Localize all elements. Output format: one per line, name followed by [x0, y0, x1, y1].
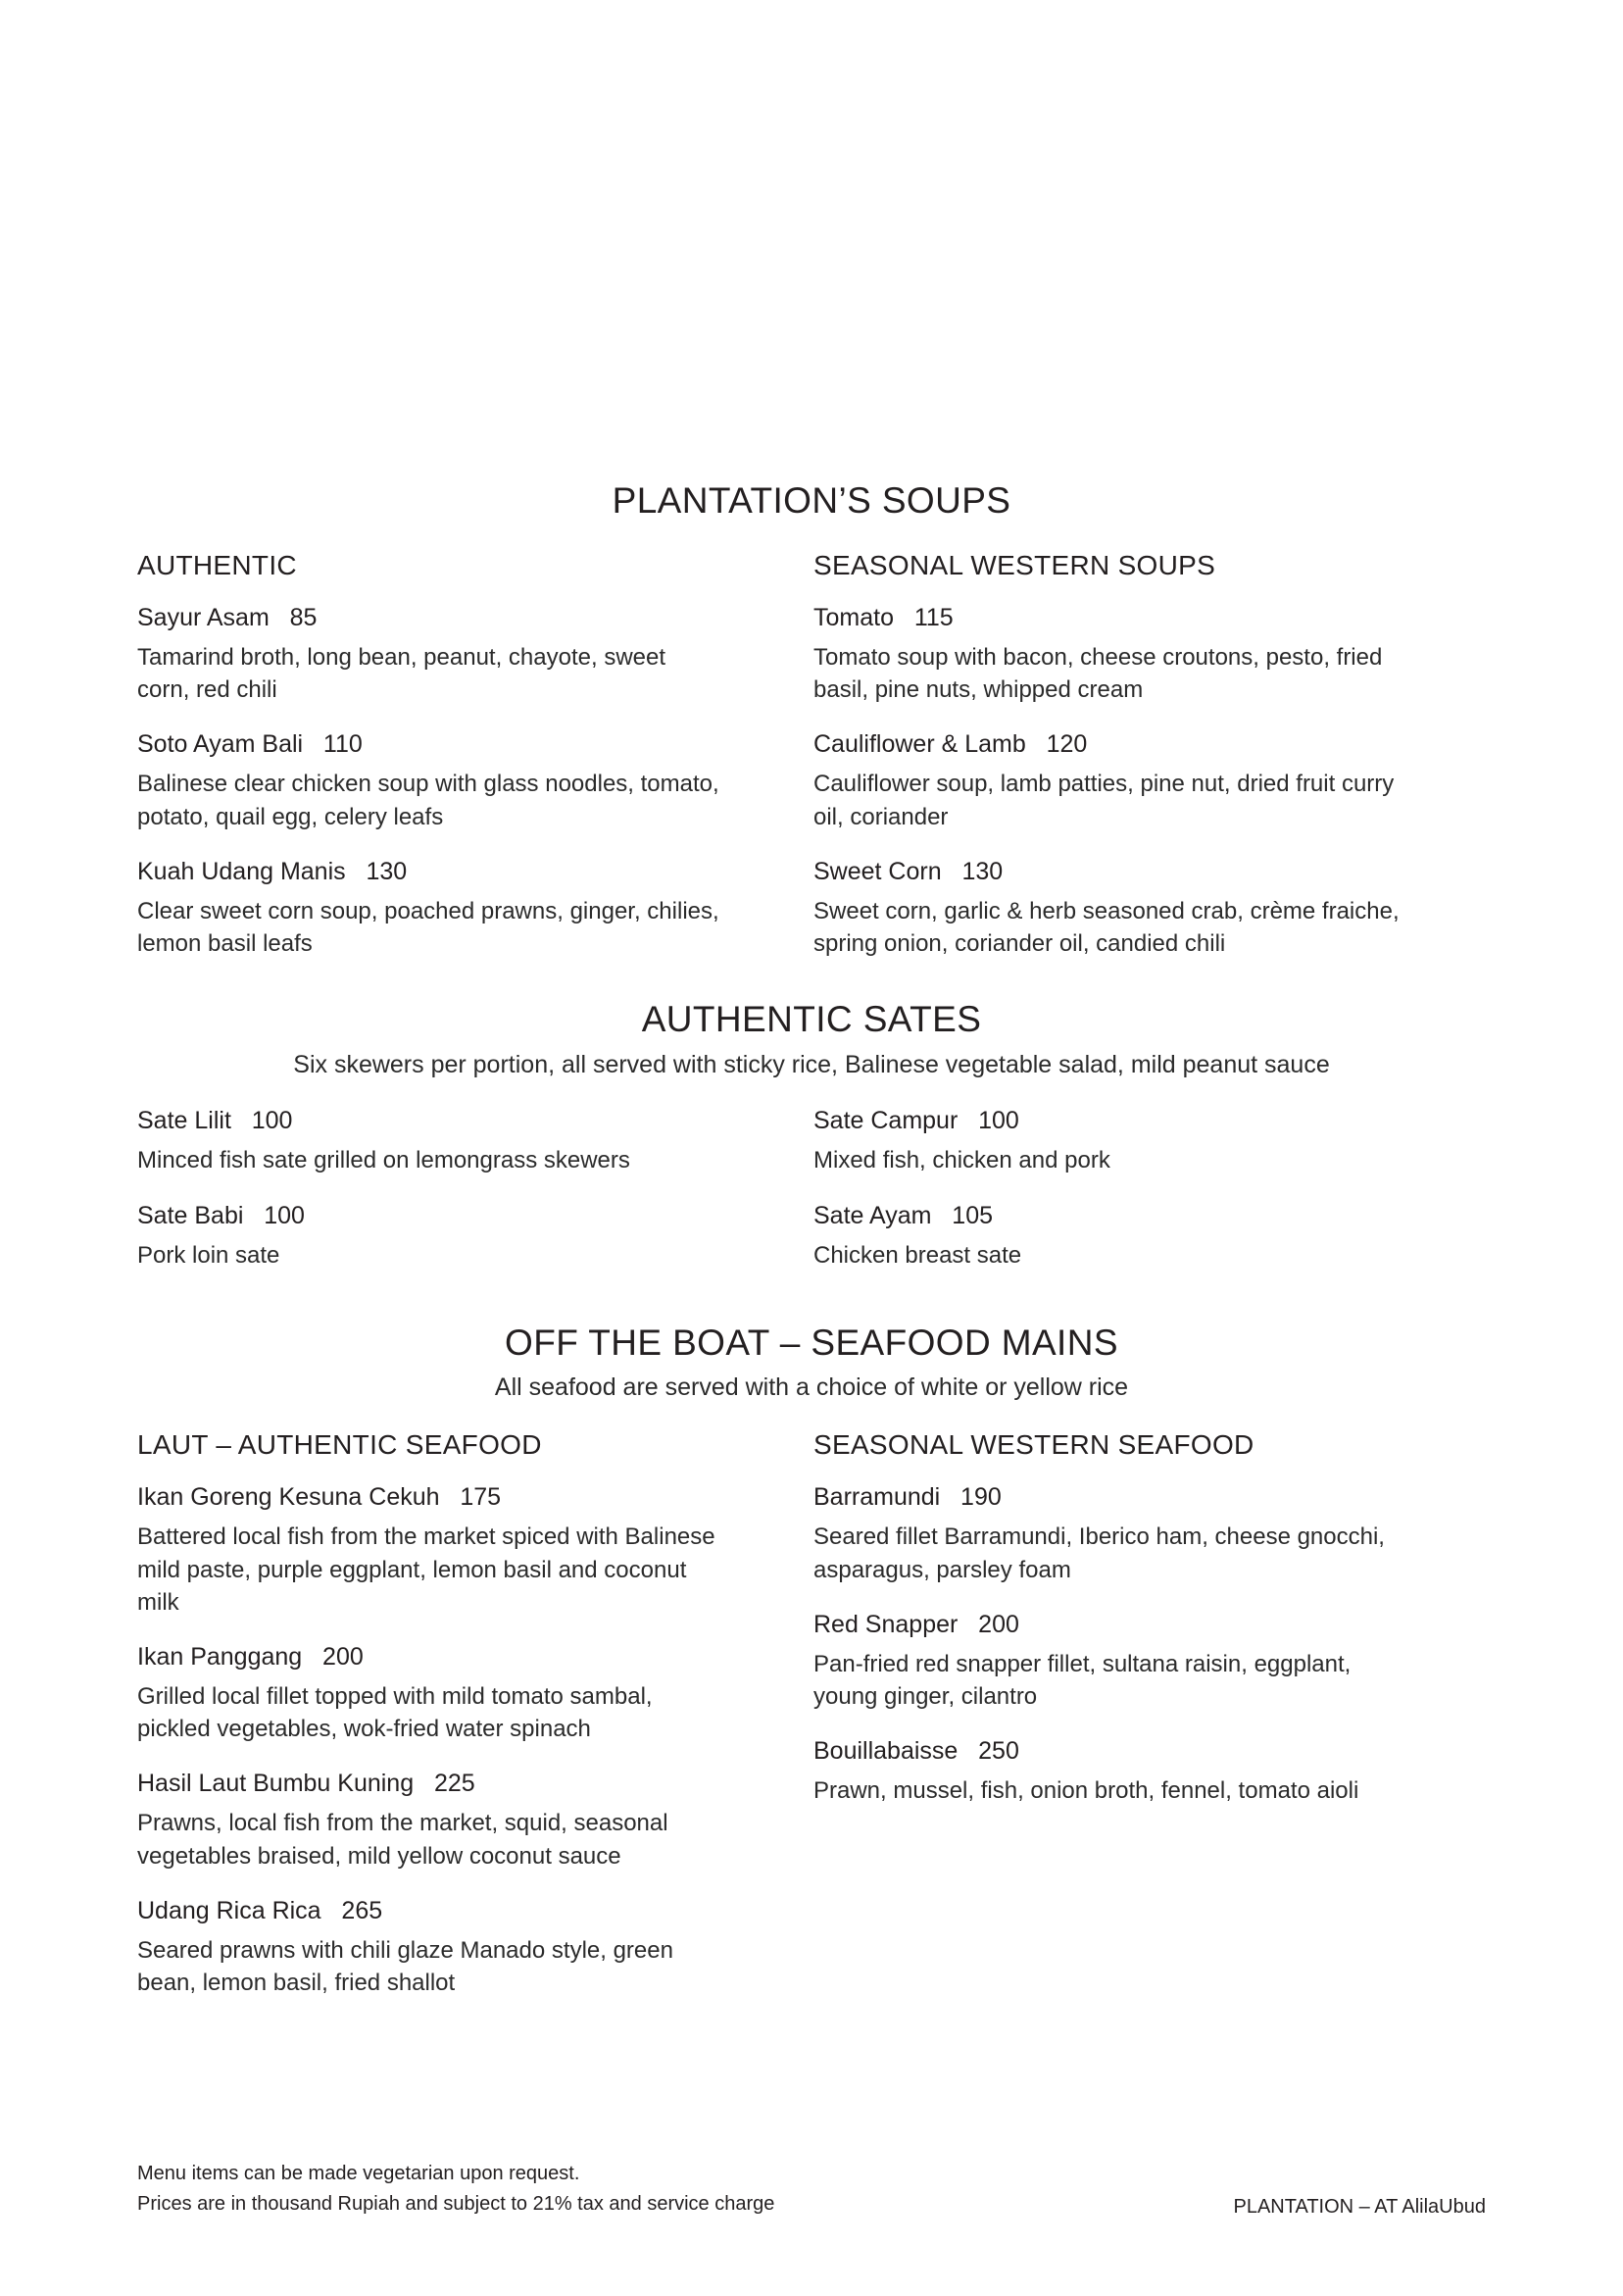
menu-item-name: Sweet Corn 130	[813, 857, 1004, 885]
menu-item-description: Balinese clear chicken soup with glass noodles, tomato, potato, quail egg, celery leafs	[137, 771, 719, 830]
menu-item-description: Chicken breast sate	[813, 1241, 1022, 1269]
sates-columns	[137, 1106, 1486, 1272]
seafood-columns	[137, 1429, 1486, 1999]
menu-item-description: Seared fillet Barramundi, Iberico ham, cheese gnocchi, asparagus, parsley foam	[813, 1523, 1385, 1583]
menu-item-description: Grilled local fillet topped with mild tomato sambal, pickled vegetables, wok-fried water spinach	[137, 1682, 653, 1743]
spacer	[137, 1404, 1486, 1429]
menu-item-description: Prawns, local fish from the market, squid, seasonal vegetables braised, mild yellow coconut sauce	[137, 1810, 668, 1870]
column-sates-right	[812, 1106, 1486, 1272]
menu-item	[813, 1610, 1486, 1713]
menu-item-name: Soto Ayam Bali 110	[137, 730, 363, 759]
menu-item-name: Udang Rica Rica 265	[137, 1896, 383, 1924]
menu-item-name: Bouillabaisse 250	[813, 1737, 1019, 1766]
column-seasonal-western-seafood	[812, 1429, 1486, 1807]
menu-item-name: Ikan Panggang 200	[137, 1642, 364, 1671]
menu-item	[137, 1201, 723, 1272]
menu-item	[137, 603, 723, 706]
menu-item-description: Minced fish sate grilled on lemongrass skewers	[137, 1147, 630, 1174]
menu-item-description: Cauliflower soup, lamb patties, pine nut, dried fruit curry oil, coriander	[813, 771, 1395, 830]
footer-note-prices: Prices are in thousand Rupiah and subject to 21% tax and service charge	[137, 2193, 775, 2215]
menu-item	[813, 729, 1486, 832]
menu-item-name: Red Snapper 200	[813, 1610, 1019, 1638]
menu-item-name: Sate Ayam 105	[813, 1201, 993, 1229]
spacer	[137, 1272, 1486, 1323]
section-subtitle-sates: Six skewers per portion, all served with sticky rice, Balinese vegetable salad, mild peanut sauce	[293, 1050, 1330, 1078]
column-laut-authentic-seafood	[137, 1429, 812, 1999]
spacer	[137, 1080, 1486, 1106]
top-spacer	[137, 0, 1486, 480]
menu-item-name: Cauliflower & Lamb 120	[813, 730, 1088, 759]
menu-item	[137, 1896, 723, 1999]
page-footer	[137, 2159, 1486, 2220]
column-sates-left	[137, 1106, 812, 1272]
menu-item-description: Sweet corn, garlic & herb seasoned crab, crème fraiche, spring onion, coriander oil, candied chili	[813, 897, 1400, 958]
section-off-the-boat-seafood-mains	[137, 1323, 1486, 1999]
menu-item-name: Sate Lilit 100	[137, 1107, 293, 1135]
menu-item	[137, 1642, 723, 1745]
menu-item-description: Battered local fish from the market spiced with Balinese mild paste, purple eggplant, lemon basil and coconut milk	[137, 1523, 715, 1616]
menu-item	[137, 1769, 723, 1872]
spacer	[137, 523, 1486, 550]
menu-item-description: Pork loin sate	[137, 1241, 280, 1269]
section-title-soups: PLANTATION’S SOUPS	[612, 480, 1011, 521]
footer-note-vegetarian: Menu items can be made vegetarian upon request.	[137, 2163, 580, 2184]
spacer	[137, 960, 1486, 999]
soups-columns	[137, 550, 1486, 961]
section-subtitle-seafood-mains: All seafood are served with a choice of white or yellow rice	[494, 1373, 1129, 1402]
menu-item	[813, 1482, 1486, 1585]
menu-item	[137, 1482, 723, 1619]
menu-item-description: Prawn, mussel, fish, onion broth, fennel, tomato aioli	[813, 1777, 1359, 1805]
section-plantations-soups	[137, 480, 1486, 960]
column-authentic-soups	[137, 550, 812, 961]
column-heading-seasonal-western-seafood: SEASONAL WESTERN SEAFOOD	[813, 1428, 1254, 1460]
menu-item	[137, 857, 723, 960]
section-authentic-sates	[137, 999, 1486, 1272]
menu-item-name: Kuah Udang Manis 130	[137, 857, 408, 885]
column-heading-authentic: AUTHENTIC	[137, 549, 297, 580]
menu-item	[813, 1106, 1486, 1176]
menu-item-description: Mixed fish, chicken and pork	[813, 1147, 1110, 1174]
column-heading-laut-authentic-seafood: LAUT – AUTHENTIC SEAFOOD	[137, 1428, 542, 1460]
menu-item	[813, 1736, 1486, 1807]
menu-item	[137, 1106, 723, 1176]
menu-item-description: Seared prawns with chili glaze Manado style, green bean, lemon basil, fried shallot	[137, 1936, 673, 1997]
menu-item-name: Tomato 115	[813, 603, 954, 631]
menu-item	[137, 729, 723, 832]
footer-notes	[137, 2159, 774, 2220]
section-title-sates: AUTHENTIC SATES	[641, 999, 982, 1040]
menu-item-name: Sate Babi 100	[137, 1201, 305, 1229]
menu-item-description: Tamarind broth, long bean, peanut, chayote, sweet corn, red chili	[137, 643, 666, 704]
menu-item-description: Clear sweet corn soup, poached prawns, ginger, chilies, lemon basil leafs	[137, 897, 719, 958]
section-title-seafood-mains: OFF THE BOAT – SEAFOOD MAINS	[505, 1322, 1118, 1363]
menu-item-description: Pan-fried red snapper fillet, sultana raisin, eggplant, young ginger, cilantro	[813, 1650, 1352, 1710]
menu-item-description: Tomato soup with bacon, cheese croutons, pesto, fried basil, pine nuts, whipped cream	[813, 643, 1383, 704]
menu-item-name: Sayur Asam 85	[137, 603, 318, 631]
footer-brand: PLANTATION – AT AlilaUbud	[1233, 2196, 1486, 2218]
column-seasonal-western-soups	[812, 550, 1486, 961]
column-heading-seasonal-western-soups: SEASONAL WESTERN SOUPS	[813, 549, 1216, 580]
menu-item-name: Hasil Laut Bumbu Kuning 225	[137, 1770, 475, 1798]
menu-item	[813, 603, 1486, 706]
menu-item	[813, 1201, 1486, 1272]
menu-item	[813, 857, 1486, 960]
menu-item-name: Ikan Goreng Kesuna Cekuh 175	[137, 1483, 502, 1512]
menu-item-name: Sate Campur 100	[813, 1107, 1019, 1135]
menu-item-name: Barramundi 190	[813, 1483, 1002, 1512]
